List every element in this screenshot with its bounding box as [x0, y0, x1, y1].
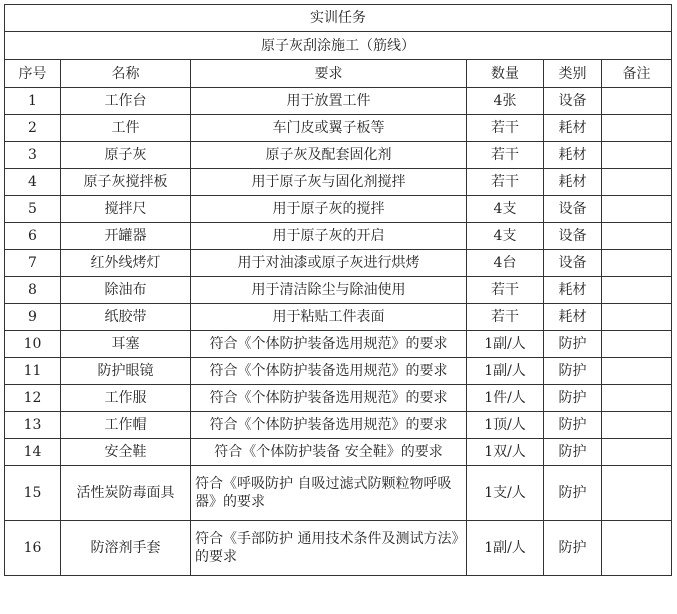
note-cell: [602, 169, 672, 196]
table-row: [5, 385, 672, 412]
header-cell-note: 备注: [602, 60, 672, 88]
quantity-cell: 若干: [467, 277, 544, 304]
quantity-cell: 4台: [467, 250, 544, 277]
item-name-cell: 工件: [61, 115, 191, 142]
quantity-cell: 1顶/人: [467, 412, 544, 439]
note-cell: [602, 331, 672, 358]
document: [4, 4, 671, 576]
item-name-cell: 工作台: [61, 88, 191, 115]
header-cell-name: 名称: [61, 60, 191, 88]
note-cell: [602, 304, 672, 331]
item-name-cell: 防溶剂手套: [61, 521, 191, 576]
requirement-cell: 用于粘贴工件表面: [191, 304, 467, 331]
category-cell: 耗材: [544, 169, 602, 196]
category-cell: 耗材: [544, 304, 602, 331]
item-name-cell: 红外线烤灯: [61, 250, 191, 277]
table-row: [5, 521, 672, 576]
header-cell-category: 类别: [544, 60, 602, 88]
row-number-cell: 1: [5, 88, 61, 115]
requirement-cell: 符合《个体防护装备选用规范》的要求: [191, 331, 467, 358]
row-number-cell: 8: [5, 277, 61, 304]
quantity-cell: 1支/人: [467, 466, 544, 521]
quantity-cell: 1副/人: [467, 521, 544, 576]
table-row: [5, 223, 672, 250]
table-row: [5, 358, 672, 385]
category-cell: 防护: [544, 358, 602, 385]
row-number-cell: 4: [5, 169, 61, 196]
category-cell: 防护: [544, 385, 602, 412]
requirement-cell: 符合《个体防护装备 安全鞋》的要求: [191, 439, 467, 466]
requirement-cell: 用于清洁除尘与除油使用: [191, 277, 467, 304]
note-cell: [602, 277, 672, 304]
requirement-cell: 用于放置工件: [191, 88, 467, 115]
item-name-cell: 原子灰搅拌板: [61, 169, 191, 196]
row-number-cell: 7: [5, 250, 61, 277]
quantity-cell: 4支: [467, 223, 544, 250]
requirement-cell: 用于原子灰的开启: [191, 223, 467, 250]
item-name-cell: 工作服: [61, 385, 191, 412]
table-subtitle: 原子灰刮涂施工（筋线）: [5, 32, 672, 60]
table-row: [5, 331, 672, 358]
item-name-cell: 耳塞: [61, 331, 191, 358]
table-row: [5, 115, 672, 142]
requirement-cell: 原子灰及配套固化剂: [191, 142, 467, 169]
item-name-cell: 原子灰: [61, 142, 191, 169]
quantity-cell: 若干: [467, 169, 544, 196]
requirement-cell: 用于原子灰与固化剂搅拌: [191, 169, 467, 196]
table-row: [5, 88, 672, 115]
table-row: [5, 142, 672, 169]
category-cell: 防护: [544, 412, 602, 439]
quantity-cell: 1副/人: [467, 358, 544, 385]
row-number-cell: 9: [5, 304, 61, 331]
header-cell-requirement: 要求: [191, 60, 467, 88]
requirement-cell: 符合《个体防护装备选用规范》的要求: [191, 385, 467, 412]
quantity-cell: 若干: [467, 142, 544, 169]
category-cell: 耗材: [544, 115, 602, 142]
requirement-cell: 符合《手部防护 通用技术条件及测试方法》的要求: [191, 521, 467, 576]
note-cell: [602, 142, 672, 169]
requirement-cell: 符合《个体防护装备选用规范》的要求: [191, 412, 467, 439]
training-task-table: [4, 4, 672, 576]
quantity-cell: 4张: [467, 88, 544, 115]
category-cell: 设备: [544, 223, 602, 250]
note-cell: [602, 115, 672, 142]
table-row: [5, 250, 672, 277]
item-name-cell: 除油布: [61, 277, 191, 304]
note-cell: [602, 521, 672, 576]
row-number-cell: 11: [5, 358, 61, 385]
table-row: [5, 196, 672, 223]
requirement-cell: 符合《呼吸防护 自吸过滤式防颗粒物呼吸器》的要求: [191, 466, 467, 521]
row-number-cell: 16: [5, 521, 61, 576]
header-cell-no: 序号: [5, 60, 61, 88]
item-name-cell: 纸胶带: [61, 304, 191, 331]
item-name-cell: 活性炭防毒面具: [61, 466, 191, 521]
note-cell: [602, 412, 672, 439]
quantity-cell: 若干: [467, 115, 544, 142]
note-cell: [602, 385, 672, 412]
row-number-cell: 14: [5, 439, 61, 466]
item-name-cell: 安全鞋: [61, 439, 191, 466]
quantity-cell: 4支: [467, 196, 544, 223]
category-cell: 设备: [544, 88, 602, 115]
row-number-cell: 3: [5, 142, 61, 169]
requirement-cell: 用于原子灰的搅拌: [191, 196, 467, 223]
category-cell: 耗材: [544, 142, 602, 169]
note-cell: [602, 223, 672, 250]
note-cell: [602, 196, 672, 223]
note-cell: [602, 88, 672, 115]
row-number-cell: 6: [5, 223, 61, 250]
item-name-cell: 防护眼镜: [61, 358, 191, 385]
item-name-cell: 开罐器: [61, 223, 191, 250]
header-cell-quantity: 数量: [467, 60, 544, 88]
table-title: 实训任务: [5, 5, 672, 32]
quantity-cell: 1件/人: [467, 385, 544, 412]
note-cell: [602, 439, 672, 466]
category-cell: 设备: [544, 250, 602, 277]
header-row: [5, 60, 672, 88]
table-row: [5, 304, 672, 331]
row-number-cell: 13: [5, 412, 61, 439]
table-row: [5, 412, 672, 439]
category-cell: 设备: [544, 196, 602, 223]
row-number-cell: 5: [5, 196, 61, 223]
item-name-cell: 工作帽: [61, 412, 191, 439]
category-cell: 耗材: [544, 277, 602, 304]
note-cell: [602, 466, 672, 521]
note-cell: [602, 250, 672, 277]
quantity-cell: 1双/人: [467, 439, 544, 466]
category-cell: 防护: [544, 331, 602, 358]
note-cell: [602, 358, 672, 385]
table-row: [5, 277, 672, 304]
category-cell: 防护: [544, 521, 602, 576]
row-number-cell: 10: [5, 331, 61, 358]
quantity-cell: 1副/人: [467, 331, 544, 358]
category-cell: 防护: [544, 466, 602, 521]
table-row: [5, 439, 672, 466]
row-number-cell: 15: [5, 466, 61, 521]
category-cell: 防护: [544, 439, 602, 466]
requirement-cell: 符合《个体防护装备选用规范》的要求: [191, 358, 467, 385]
row-number-cell: 12: [5, 385, 61, 412]
table-row: [5, 169, 672, 196]
row-number-cell: 2: [5, 115, 61, 142]
table-row: [5, 466, 672, 521]
quantity-cell: 若干: [467, 304, 544, 331]
item-name-cell: 搅拌尺: [61, 196, 191, 223]
requirement-cell: 用于对油漆或原子灰进行烘烤: [191, 250, 467, 277]
requirement-cell: 车门皮或翼子板等: [191, 115, 467, 142]
